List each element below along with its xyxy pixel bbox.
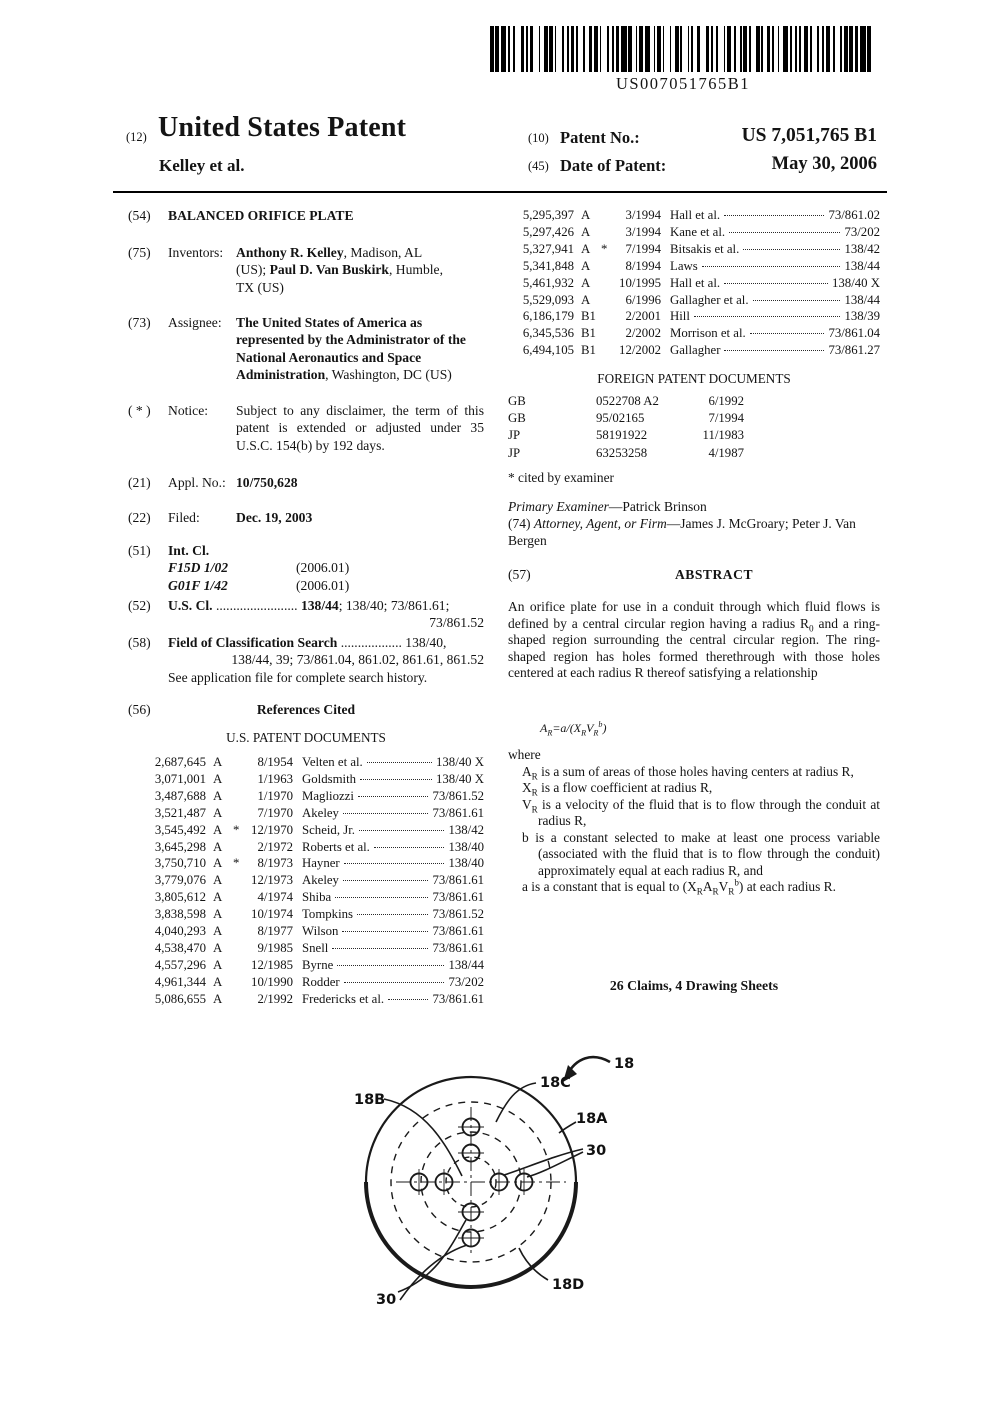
dot-leader: [342, 931, 428, 932]
citation-no: 3,838,598: [154, 907, 206, 922]
citation-name: Hall et al.: [670, 208, 721, 222]
citation-name: Velten et al.: [302, 755, 363, 769]
citation-no: 3,645,298: [154, 839, 206, 854]
citation-date: 7/1994: [625, 241, 661, 256]
dot-leader: [388, 999, 428, 1000]
patent-citation-row: [508, 292, 880, 309]
where-item: b is a constant selected to make at least one process variable (associated with the fluid that is to flow through the conduit) approximately equal at each radius R, and: [522, 829, 880, 878]
citation-class: 73/861.61: [432, 940, 484, 955]
notice-number: ( * ): [128, 403, 151, 418]
citation-kind: A: [213, 890, 223, 905]
filed-value: Dec. 19, 2003: [236, 510, 313, 525]
citation-no: 3,071,001: [154, 771, 206, 786]
citation-date: 3/1994: [625, 208, 661, 222]
citation-date: 12/1970: [251, 822, 293, 837]
foreign-cc: GB: [508, 394, 526, 408]
figure-label-18c: 18C: [540, 1075, 571, 1091]
citation-no: 4,961,344: [154, 974, 206, 989]
citation-no: 5,297,426: [522, 224, 574, 239]
patent-citation-row: [140, 771, 484, 788]
citation-name: Snell: [302, 940, 329, 955]
us-refs-right-table: [508, 207, 880, 359]
patent-citation-row: [140, 957, 484, 974]
citation-date: 10/1974: [251, 907, 293, 922]
patent-citation-row: [140, 923, 484, 940]
dot-leader: [694, 316, 841, 317]
citation-date: 10/1995: [619, 275, 661, 290]
figure-label-30-right: 30: [586, 1143, 607, 1159]
citation-class: 138/44: [844, 292, 880, 307]
citation-class: 138/44: [844, 258, 880, 273]
dot-leader: [750, 333, 825, 334]
citation-name: Akeley: [302, 805, 339, 820]
citation-class: 73/861.02: [828, 208, 880, 222]
citation-class: 73/861.61: [432, 805, 484, 820]
section-57-number: (57): [508, 567, 531, 582]
citation-name: Hill: [670, 309, 690, 324]
section-notice: [128, 402, 484, 454]
field-search-line3: See application file for complete search history.: [168, 669, 428, 685]
citation-star: *: [233, 822, 240, 837]
citation-no: 5,529,093: [522, 292, 574, 307]
citation-name: Roberts et al.: [302, 839, 370, 854]
citation-kind: A: [213, 974, 223, 989]
citation-no: 2,687,645: [154, 755, 206, 769]
notice-label: Notice:: [168, 403, 209, 418]
dot-leader: [344, 863, 445, 864]
patent-citation-row: [140, 805, 484, 822]
int-cl-version: (2006.01): [296, 560, 350, 576]
citation-class: 73/202: [844, 224, 880, 239]
int-cl-class: F15D 1/02: [168, 560, 229, 576]
foreign-citation-row: [508, 427, 880, 444]
citation-name: Hayner: [302, 856, 340, 871]
section-54-number: (54): [128, 208, 151, 223]
foreign-no: 63253258: [596, 445, 648, 460]
dot-leader: [724, 283, 828, 284]
citation-name: Gallagher et al.: [670, 292, 749, 307]
abstract-where-list: [508, 747, 880, 896]
patent-citation-row: [140, 754, 484, 771]
section-75-number: (75): [128, 245, 151, 260]
citation-class: 138/39: [844, 309, 880, 324]
patent-citation-row: [508, 275, 880, 292]
citation-class: 138/42: [448, 822, 484, 837]
citation-name: Goldsmith: [302, 771, 357, 786]
abstract-title: ABSTRACT: [674, 567, 754, 582]
citation-no: 3,545,492: [154, 822, 206, 837]
foreign-date: 7/1994: [708, 411, 744, 426]
citation-date: 10/1990: [251, 974, 293, 989]
citation-kind: A: [581, 241, 591, 256]
citation-class: 138/40 X: [436, 771, 484, 786]
date-code: (45): [528, 159, 549, 173]
where-item: $A_R$ is a sum of areas of those holes having centers at radius R,: [522, 763, 854, 782]
section-22-number: (22): [128, 510, 151, 525]
citation-kind: A: [213, 822, 223, 837]
patent-no-label: Patent No.:: [560, 128, 640, 147]
primary-examiner-line: Primary Examiner—Patrick Brinson: [508, 499, 707, 514]
dot-leader: [702, 266, 841, 267]
dot-leader: [753, 300, 841, 301]
patent-citation-row: [508, 241, 880, 258]
citation-class: 138/44: [448, 957, 484, 972]
orifice-plate-figure: [318, 1042, 718, 1372]
foreign-date: 6/1992: [708, 394, 744, 408]
citation-name: Scheid, Jr.: [302, 822, 355, 837]
citation-kind: A: [213, 991, 223, 1006]
patent-no-value: US 7,051,765 B1: [741, 125, 877, 146]
dot-leader: [374, 847, 445, 848]
citation-date: 8/1977: [257, 924, 293, 939]
int-cl-label: Int. Cl.: [168, 543, 210, 558]
citation-date: 2/1992: [257, 991, 293, 1006]
figure-label-18a: 18A: [576, 1111, 608, 1127]
citation-no: 3,487,688: [154, 788, 206, 803]
us-patent-documents-header: U.S. PATENT DOCUMENTS: [226, 730, 386, 745]
patent-citation-row: [140, 940, 484, 957]
section-us-cl: [128, 597, 484, 632]
foreign-citation-row: [508, 445, 880, 462]
citation-kind: A: [213, 957, 223, 972]
foreign-refs-table: [508, 393, 880, 462]
section-inventors: [128, 244, 458, 296]
citation-date: 2/2002: [625, 326, 661, 341]
citation-no: 6,186,179: [522, 309, 574, 324]
dot-leader: [337, 965, 444, 966]
foreign-no: 0522708 A2: [596, 394, 659, 408]
citation-date: 8/1954: [257, 755, 293, 769]
citation-class: 138/42: [844, 241, 880, 256]
foreign-no: 95/02165: [596, 411, 645, 426]
citation-no: 3,521,487: [154, 805, 206, 820]
where-label: where: [508, 747, 541, 762]
citation-star: *: [233, 856, 240, 871]
citation-kind: A: [581, 258, 591, 273]
citation-kind: A: [213, 805, 223, 820]
section-int-cl: [128, 542, 484, 594]
header-author-line: Kelley et al.: [159, 156, 245, 175]
citation-name: Kane et al.: [670, 224, 726, 239]
section-assignee: [128, 314, 484, 384]
foreign-patent-documents-header: FOREIGN PATENT DOCUMENTS: [597, 371, 791, 386]
where-item: $V_R$ is a velocity of the fluid that is to flow through the conduit at radius R,: [522, 796, 880, 828]
citation-name: Morrison et al.: [670, 326, 746, 341]
patent-citation-row: [508, 308, 880, 325]
notice-text: Subject to any disclaimer, the term of this patent is extended or adjusted under 35 U.S.C. 154(b) by 192 days.: [236, 403, 484, 453]
patent-citation-row: [140, 872, 484, 889]
claims-sheets-line: 26 Claims, 4 Drawing Sheets: [609, 978, 779, 993]
patent-citation-row: [140, 974, 484, 991]
dot-leader: [332, 948, 428, 949]
citation-date: 2/1972: [257, 839, 293, 854]
patent-citation-row: [140, 855, 484, 872]
citation-name: Laws: [670, 258, 698, 273]
us-refs-left-table: [140, 754, 484, 1008]
foreign-cc: JP: [508, 428, 521, 443]
attorney-line: (74) Attorney, Agent, or Firm—James J. McGroary; Peter J. Van Bergen: [508, 516, 856, 549]
citation-no: 4,040,293: [154, 924, 206, 939]
date-label: Date of Patent:: [560, 156, 667, 175]
assignee-text: The United States of America as represented by the Administrator of the National Aeronautics and Space Administration, Washington, DC (US): [236, 315, 466, 383]
citation-name: Magliozzi: [302, 788, 354, 803]
citation-class: 73/861.52: [432, 907, 484, 922]
section-references-cited: [128, 702, 484, 718]
dot-leader: [343, 813, 428, 814]
citation-date: 12/1985: [251, 957, 293, 972]
citation-kind: A: [213, 856, 223, 871]
citation-class: 73/861.61: [432, 890, 484, 905]
foreign-no: 58191922: [596, 428, 648, 443]
patent-citation-row: [508, 258, 880, 275]
dot-leader: [359, 830, 444, 831]
citation-class: 138/40 X: [832, 275, 880, 290]
dot-leader: [343, 880, 428, 881]
section-field-of-search: [128, 634, 484, 686]
field-search-text: Field of Classification Search .................. 138/40,: [168, 635, 447, 650]
citation-date: 7/1970: [257, 805, 293, 820]
section-51-number: (51): [128, 543, 151, 558]
citation-no: 5,461,932: [522, 275, 574, 290]
citation-name: Fredericks et al.: [302, 991, 385, 1006]
citation-name: Bitsakis et al.: [670, 241, 740, 256]
citation-kind: A: [213, 873, 223, 888]
figure-label-30-bottom: 30: [376, 1292, 397, 1308]
citation-no: 5,327,941: [522, 241, 574, 256]
citation-name: Rodder: [302, 974, 340, 989]
citation-name: Tompkins: [302, 907, 354, 922]
dot-leader: [357, 914, 428, 915]
citation-class: 73/861.61: [432, 873, 484, 888]
patent-citation-row: [140, 991, 484, 1008]
int-cl-class: G01F 1/42: [168, 577, 228, 593]
citation-date: 8/1973: [257, 856, 293, 871]
patent-citation-row: [508, 224, 880, 241]
patent-citation-row: [140, 839, 484, 856]
citation-name: Akeley: [302, 873, 339, 888]
patent-citation-row: [508, 325, 880, 342]
citation-kind: A: [213, 788, 223, 803]
citation-no: 4,538,470: [154, 940, 206, 955]
us-cl-text: U.S. Cl. ........................ 138/44; 138/40; 73/861.61;: [168, 598, 450, 613]
abstract-header: [508, 567, 880, 583]
foreign-cc: JP: [508, 445, 521, 460]
section-21-number: (21): [128, 475, 151, 490]
cited-by-examiner-note: * cited by examiner: [508, 470, 614, 485]
invention-title: BALANCED ORIFICE PLATE: [168, 208, 354, 223]
foreign-date: 11/1983: [702, 428, 744, 443]
citation-kind: A: [581, 208, 591, 222]
field-search-line2: 138/44, 39; 73/861.04, 861.02, 861.61, 861.52: [231, 652, 484, 668]
citation-class: 138/40: [448, 839, 484, 854]
citation-name: Wilson: [302, 924, 339, 939]
barcode: [490, 26, 876, 72]
dot-leader: [344, 982, 445, 983]
citation-kind: A: [581, 224, 591, 239]
assignee-label: Assignee:: [168, 315, 222, 330]
figure-label-18b: 18B: [354, 1092, 386, 1108]
citation-no: 5,086,655: [154, 991, 206, 1006]
filed-label: Filed:: [168, 510, 200, 525]
citation-star: *: [601, 241, 608, 256]
citation-kind: B1: [581, 326, 596, 341]
section-58-number: (58): [128, 635, 151, 650]
citation-name: Shiba: [302, 890, 332, 905]
dot-leader: [367, 762, 432, 763]
citation-class: 73/861.61: [432, 991, 484, 1006]
dot-leader: [360, 779, 432, 780]
us-cl-line2: 73/861.52: [429, 615, 484, 631]
inventors-text: Anthony R. Kelley, Madison, AL (US); Paul D. Van Buskirk, Humble, TX (US): [236, 245, 443, 295]
citation-date: 6/1996: [625, 292, 661, 307]
citation-no: 6,345,536: [522, 326, 574, 341]
foreign-citation-row: [508, 393, 880, 410]
header-divider: [113, 191, 887, 193]
citation-class: 73/861.61: [432, 924, 484, 939]
section-title: [128, 207, 484, 224]
patent-citation-row: [508, 207, 880, 224]
date-value: May 30, 2006: [771, 154, 877, 174]
citation-kind: A: [213, 771, 223, 786]
citation-kind: A: [213, 940, 223, 955]
citation-kind: A: [213, 924, 223, 939]
section-73-number: (73): [128, 315, 151, 330]
appl-no-label: Appl. No.:: [168, 475, 226, 490]
foreign-cc: GB: [508, 411, 526, 426]
citation-date: 12/1973: [251, 873, 293, 888]
citation-class: 73/202: [448, 974, 484, 989]
patent-citation-row: [140, 906, 484, 923]
patent-citation-row: [140, 788, 484, 805]
dot-leader: [724, 215, 824, 216]
citation-date: 3/1994: [625, 224, 661, 239]
citation-date: 2/2001: [625, 309, 661, 324]
patent-citation-row: [140, 889, 484, 906]
citation-date: 4/1974: [257, 890, 293, 905]
inventors-label: Inventors:: [168, 245, 224, 260]
dot-leader: [724, 350, 824, 351]
citation-no: 3,779,076: [154, 873, 206, 888]
citation-date: 12/2002: [619, 343, 661, 358]
dot-leader: [335, 897, 428, 898]
citation-kind: A: [213, 907, 223, 922]
citation-date: 1/1970: [257, 788, 293, 803]
patent-no-code: (10): [528, 131, 549, 145]
citation-no: 5,295,397: [522, 208, 574, 222]
dot-leader: [358, 796, 429, 797]
int-cl-version: (2006.01): [296, 577, 350, 593]
int-cl-row: [128, 559, 484, 576]
section-56-number: (56): [128, 702, 151, 717]
foreign-citation-row: [508, 410, 880, 427]
where-item: a is a constant that is equal to $(X_RA_RV_R^b)$ at each radius R.: [522, 877, 836, 897]
citation-class: 138/40: [448, 856, 484, 871]
dot-leader: [729, 232, 840, 233]
citation-class: 73/861.04: [828, 326, 880, 341]
citation-class: 73/861.52: [432, 788, 484, 803]
section-52-number: (52): [128, 598, 151, 613]
int-cl-row: [128, 577, 484, 594]
figure-label-18d: 18D: [552, 1277, 585, 1293]
citation-no: 3,750,710: [154, 856, 206, 871]
citation-kind: A: [213, 839, 223, 854]
citation-class: 138/40 X: [436, 755, 484, 769]
patent-citation-row: [140, 822, 484, 839]
citation-kind: B1: [581, 343, 596, 358]
citation-kind: B1: [581, 309, 596, 324]
barcode-text: US007051765B1: [615, 74, 751, 93]
page-title: United States Patent: [158, 112, 407, 143]
abstract-text: An orifice plate for use in a conduit through which fluid flows is defined by a central circular region having a radius $R_0$ and a ring-shaped region surrounding the central circular region. The ring-shaped region has holes formed therethrough with those holes centered at each radius R thereof satisfying a relationship: [508, 599, 880, 681]
header-kind-number: (12): [126, 130, 147, 144]
citation-kind: A: [213, 755, 223, 769]
citation-no: 4,557,296: [154, 957, 206, 972]
citation-kind: A: [581, 292, 591, 307]
citation-name: Gallagher: [670, 343, 721, 358]
citation-name: Hall et al.: [670, 275, 721, 290]
citation-no: 3,805,612: [154, 890, 206, 905]
foreign-date: 4/1987: [708, 445, 744, 460]
citation-class: 73/861.27: [828, 343, 880, 358]
citation-no: 5,341,848: [522, 258, 574, 273]
appl-no-value: 10/750,628: [236, 475, 298, 490]
section-filed: [128, 509, 484, 526]
citation-name: Byrne: [302, 957, 334, 972]
section-appl-no: [128, 474, 484, 491]
citation-date: 9/1985: [257, 940, 293, 955]
citation-date: 8/1994: [625, 258, 661, 273]
where-item: $X_R$ is a flow coefficient at radius R,: [522, 780, 713, 798]
abstract-formula: $A_R=a/(X_RV_R^b)$: [540, 720, 607, 738]
references-cited-title: References Cited: [256, 702, 356, 717]
dot-leader: [743, 249, 840, 250]
citation-date: 1/1963: [257, 771, 293, 786]
patent-citation-row: [508, 342, 880, 359]
citation-kind: A: [581, 275, 591, 290]
citation-no: 6,494,105: [522, 343, 574, 358]
figure-label-18: 18: [614, 1056, 635, 1072]
